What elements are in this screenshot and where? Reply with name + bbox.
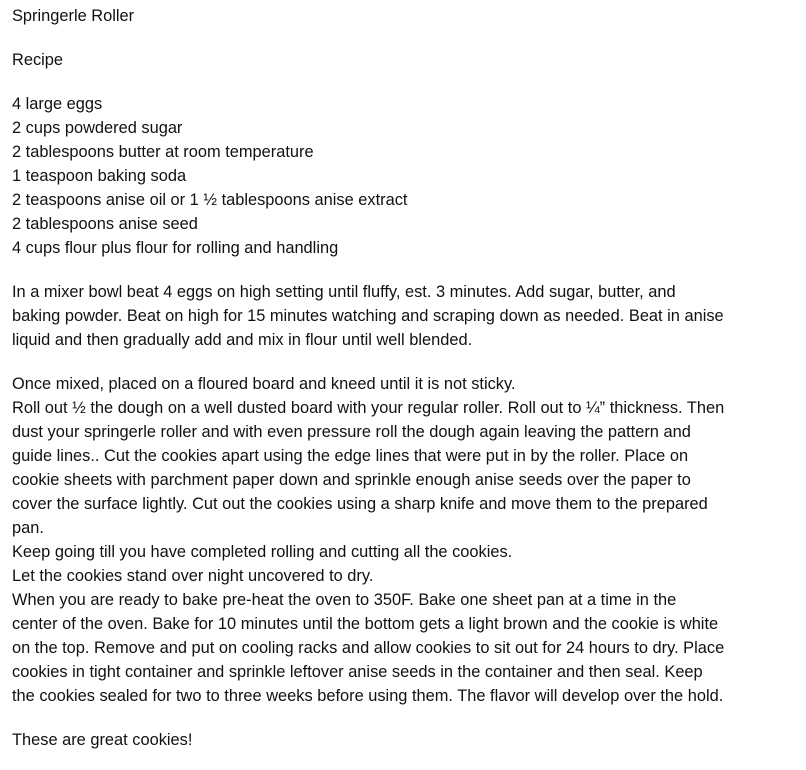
ingredients-list (12, 92, 802, 260)
instruction-line: When you are ready to bake pre-heat the oven to 350F. Bake one sheet pan at a time in the (12, 591, 677, 609)
instruction-line: Roll out ½ the dough on a well dusted board with your regular roller. Roll out to ¼” thickness. Then (12, 399, 725, 417)
ingredient-item: 2 tablespoons butter at room temperature (12, 143, 314, 161)
instruction-line: pan. (12, 519, 44, 537)
instruction-line: the cookies sealed for two to three weeks before using them. The flavor will develop over the hold. (12, 687, 724, 705)
instruction-line: baking powder. Beat on high for 15 minutes watching and scraping down as needed. Beat in anise (12, 307, 724, 325)
ingredient-item: 4 large eggs (12, 95, 103, 113)
instruction-line: In a mixer bowl beat 4 eggs on high setting until fluffy, est. 3 minutes. Add sugar, butter, and (12, 283, 676, 301)
instruction-line: cookie sheets with parchment paper down and sprinkle enough anise seeds over the paper to (12, 471, 691, 489)
instruction-line: cookies in tight container and sprinkle leftover anise seeds in the container and then seal. Keep (12, 663, 703, 681)
ingredient-item: 2 teaspoons anise oil or 1 ½ tablespoons anise extract (12, 191, 408, 209)
instruction-line: guide lines.. Cut the cookies apart using the edge lines that were put in by the roller. Place on (12, 447, 689, 465)
document-title: Springerle Roller (12, 7, 135, 25)
instruction-line: dust your springerle roller and with even pressure roll the dough again leaving the pattern and (12, 423, 691, 441)
instruction-line: cover the surface lightly. Cut out the cookies using a sharp knife and move them to the prepared (12, 495, 708, 513)
instruction-line: liquid and then gradually add and mix in flour until well blended. (12, 331, 473, 349)
instruction-line: Let the cookies stand over night uncovered to dry. (12, 567, 374, 585)
instruction-line: center of the oven. Bake for 10 minutes until the bottom gets a light brown and the cookie is white (12, 615, 719, 633)
ingredient-item: 2 tablespoons anise seed (12, 215, 198, 233)
recipe-document (12, 4, 802, 752)
mixing-instructions (12, 280, 802, 352)
closing-remark: These are great cookies! (12, 731, 193, 749)
recipe-heading: Recipe (12, 51, 64, 69)
instruction-line: on the top. Remove and put on cooling racks and allow cookies to sit out for 24 hours to dry. Place (12, 639, 725, 657)
ingredient-item: 4 cups flour plus flour for rolling and handling (12, 239, 339, 257)
instruction-line: Once mixed, placed on a floured board and kneed until it is not sticky. (12, 375, 516, 393)
instruction-line: Keep going till you have completed rolling and cutting all the cookies. (12, 543, 513, 561)
ingredient-item: 1 teaspoon baking soda (12, 167, 187, 185)
rolling-baking-instructions (12, 372, 802, 708)
ingredient-item: 2 cups powdered sugar (12, 119, 183, 137)
